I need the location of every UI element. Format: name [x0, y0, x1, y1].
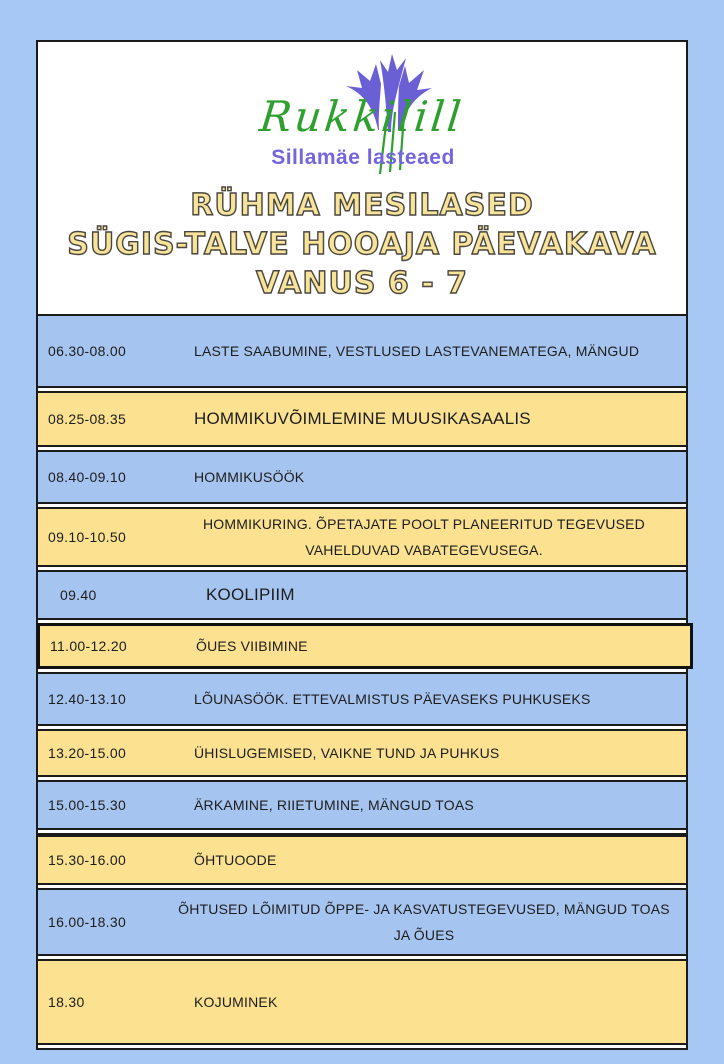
row-activity: LASTE SAABUMINE, VESTLUSED LASTEVANEMATEGA, MÄNGUD: [194, 343, 640, 359]
title-age: VANUS 6 - 7: [255, 266, 468, 301]
table-row: [38, 450, 686, 504]
logo-name: Rukkilill: [257, 92, 467, 141]
row-activity: ÄRKAMINE, RIIETUMINE, MÄNGUD TOAS: [194, 797, 474, 813]
row-activity: LÕUNASÖÖK. ETTEVALMISTUS PÄEVASEKS PUHKUSEKS: [194, 691, 591, 707]
row-time: 15.00-15.30: [48, 797, 127, 813]
row-time: 08.25-08.35: [48, 411, 127, 427]
row-time: 18.30: [48, 994, 85, 1010]
row-time: 15.30-16.00: [48, 852, 127, 868]
table-row: [38, 314, 686, 388]
table-row: [38, 672, 686, 726]
title-group-name: RÜHMA MESILASED: [190, 188, 534, 223]
logo-subtitle: Sillamäe lasteaed: [271, 146, 455, 169]
schedule-card: [36, 40, 688, 1050]
row-activity: HOMMIKUVÕIMLEMINE MUUSIKASAALIS: [194, 409, 531, 428]
row-activity: HOMMIKUSÖÖK: [194, 469, 305, 485]
page-title: [38, 186, 686, 303]
table-row: [38, 391, 686, 447]
table-row: [38, 507, 686, 567]
table-row: [38, 570, 686, 620]
title-season: SÜGIS-TALVE HOOAJA PÄEVAKAVA: [67, 227, 657, 262]
table-row: [37, 623, 693, 669]
row-time: 09.40: [60, 587, 97, 603]
row-activity: ÕUES VIIBIMINE: [196, 638, 308, 654]
table-row: [38, 959, 686, 1045]
row-time: 08.40-09.10: [48, 469, 127, 485]
table-row: [38, 888, 686, 956]
row-time: 09.10-10.50: [48, 529, 127, 545]
row-time: 16.00-18.30: [48, 914, 127, 930]
row-activity: ÕHTUOODE: [194, 852, 277, 868]
row-time: 11.00-12.20: [50, 638, 127, 654]
row-activity: ÜHISLUGEMISED, VAIKNE TUND JA PUHKUS: [194, 745, 500, 761]
row-time: 06.30-08.00: [48, 343, 127, 359]
row-time: 12.40-13.10: [48, 691, 127, 707]
table-row: [38, 780, 686, 830]
row-time: 13.20-15.00: [48, 745, 127, 761]
header: [38, 48, 686, 314]
row-activity: KOOLIPIIM: [206, 585, 295, 604]
row-activity: HOMMIKURING. ÕPETAJATE POOLT PLANEERITUD TEGEVUSED VAHELDUVAD VABATEGEVUSEGA.: [203, 516, 645, 558]
row-activity: ÕHTUSED LÕIMITUD ÕPPE- JA KASVATUSTEGEVUSED, MÄNGUD TOAS JA ÕUES: [178, 901, 670, 943]
schedule-table: [38, 314, 686, 1048]
table-row: [38, 729, 686, 777]
row-activity: KOJUMINEK: [194, 994, 278, 1010]
kindergarten-logo: [222, 48, 502, 178]
table-row: [38, 833, 686, 885]
